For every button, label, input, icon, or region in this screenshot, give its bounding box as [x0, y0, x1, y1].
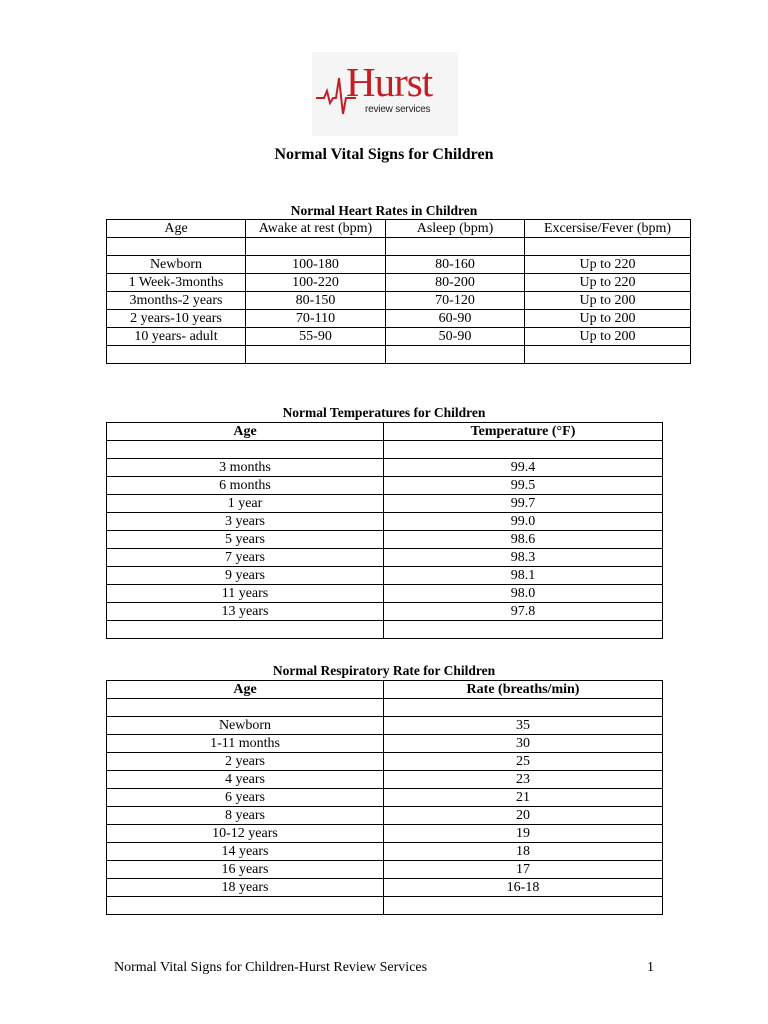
empty-row [107, 699, 663, 717]
table-cell: Newborn [107, 717, 384, 735]
table-cell: 50-90 [386, 328, 525, 346]
table-cell: 5 years [107, 531, 384, 549]
header-cell: Awake at rest (bpm) [246, 220, 386, 238]
table-row [107, 771, 663, 789]
heart-rate-table [106, 219, 691, 364]
table-cell: Up to 220 [525, 256, 691, 274]
temperature-caption: Normal Temperatures for Children [282, 405, 486, 420]
table-row [107, 310, 691, 328]
table-cell: Up to 200 [525, 328, 691, 346]
table-row [107, 477, 663, 495]
table-row [107, 459, 663, 477]
table-cell: 10-12 years [107, 825, 384, 843]
table-cell: 23 [384, 771, 663, 789]
table-row [107, 513, 663, 531]
header-cell: Age [107, 681, 384, 699]
table-cell: 98.6 [384, 531, 663, 549]
table-cell: 4 years [107, 771, 384, 789]
logo-wordmark: Hurst [346, 59, 433, 105]
table-cell: 99.0 [384, 513, 663, 531]
table-cell: 6 months [107, 477, 384, 495]
table-cell: 98.1 [384, 567, 663, 585]
table-cell: 98.3 [384, 549, 663, 567]
logo-subtitle: review services [365, 104, 431, 115]
table-cell: Up to 220 [525, 274, 691, 292]
table-row [107, 567, 663, 585]
table-row [107, 495, 663, 513]
table-cell: Up to 200 [525, 310, 691, 328]
table-row [107, 843, 663, 861]
table-row [107, 603, 663, 621]
table-row [107, 753, 663, 771]
footer-text: Normal Vital Signs for Children-Hurst Review Services [114, 960, 428, 975]
page-title: Normal Vital Signs for Children [274, 146, 494, 163]
table-cell: 98.0 [384, 585, 663, 603]
table-row [107, 717, 663, 735]
table-cell: 1-11 months [107, 735, 384, 753]
table-cell: 100-220 [246, 274, 386, 292]
table-row [107, 531, 663, 549]
table-cell: 20 [384, 807, 663, 825]
table-cell: 10 years- adult [107, 328, 246, 346]
table-cell: 25 [384, 753, 663, 771]
table-cell: 99.4 [384, 459, 663, 477]
table-row [107, 328, 691, 346]
table-cell: 60-90 [386, 310, 525, 328]
table-row [107, 292, 691, 310]
table-row [107, 735, 663, 753]
table-row [107, 807, 663, 825]
table-cell: 6 years [107, 789, 384, 807]
table-cell: Newborn [107, 256, 246, 274]
table-row [107, 825, 663, 843]
table-cell: 99.7 [384, 495, 663, 513]
table-row [107, 274, 691, 292]
temperature-table [106, 422, 663, 639]
table-row [107, 789, 663, 807]
respiratory-table [106, 680, 663, 915]
hurst-logo [312, 52, 458, 136]
table-cell: 70-120 [386, 292, 525, 310]
header-cell: Excersise/Fever (bpm) [525, 220, 691, 238]
empty-row [107, 238, 691, 256]
table-cell: 11 years [107, 585, 384, 603]
table-header-row [107, 423, 663, 441]
table-cell: 19 [384, 825, 663, 843]
table-cell: 70-110 [246, 310, 386, 328]
empty-row [107, 897, 663, 915]
table-cell: 13 years [107, 603, 384, 621]
table-cell: 80-150 [246, 292, 386, 310]
heart-rate-caption: Normal Heart Rates in Children [290, 203, 478, 218]
table-cell: 18 [384, 843, 663, 861]
header-cell: Rate (breaths/min) [384, 681, 663, 699]
table-row [107, 256, 691, 274]
empty-row [107, 346, 691, 364]
header-cell: Age [107, 423, 384, 441]
table-cell: 3 months [107, 459, 384, 477]
table-cell: 1 year [107, 495, 384, 513]
table-cell: 7 years [107, 549, 384, 567]
table-cell: 55-90 [246, 328, 386, 346]
table-cell: 1 Week-3months [107, 274, 246, 292]
table-cell: 2 years-10 years [107, 310, 246, 328]
table-cell: 8 years [107, 807, 384, 825]
respiratory-caption: Normal Respiratory Rate for Children [272, 663, 496, 678]
empty-row [107, 621, 663, 639]
table-row [107, 549, 663, 567]
table-cell: 16-18 [384, 879, 663, 897]
table-cell: 2 years [107, 753, 384, 771]
table-cell: 3months-2 years [107, 292, 246, 310]
table-cell: Up to 200 [525, 292, 691, 310]
table-cell: 3 years [107, 513, 384, 531]
table-cell: 17 [384, 861, 663, 879]
header-cell: Asleep (bpm) [386, 220, 525, 238]
table-cell: 9 years [107, 567, 384, 585]
table-cell: 18 years [107, 879, 384, 897]
table-cell: 16 years [107, 861, 384, 879]
table-row [107, 585, 663, 603]
table-row [107, 861, 663, 879]
table-cell: 100-180 [246, 256, 386, 274]
header-cell: Age [107, 220, 246, 238]
header-cell: Temperature (°F) [384, 423, 663, 441]
table-row [107, 879, 663, 897]
table-header-row [107, 681, 663, 699]
page-number: 1 [647, 960, 654, 975]
table-cell: 30 [384, 735, 663, 753]
table-cell: 35 [384, 717, 663, 735]
empty-row [107, 441, 663, 459]
table-cell: 21 [384, 789, 663, 807]
table-cell: 80-200 [386, 274, 525, 292]
table-header-row [107, 220, 691, 238]
table-cell: 14 years [107, 843, 384, 861]
table-cell: 99.5 [384, 477, 663, 495]
table-cell: 80-160 [386, 256, 525, 274]
table-cell: 97.8 [384, 603, 663, 621]
